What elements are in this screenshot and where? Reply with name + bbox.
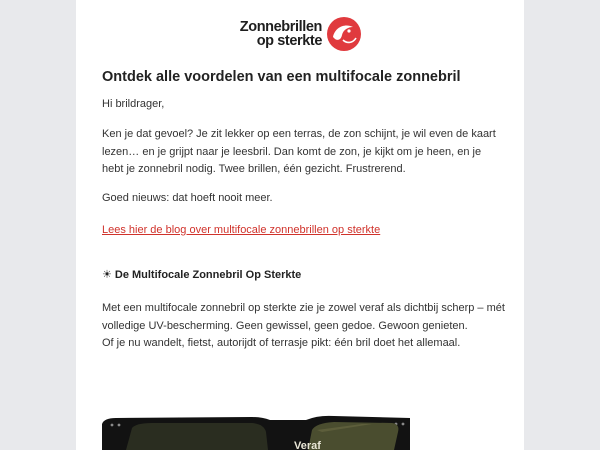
section-heading — [102, 267, 301, 284]
sun-icon: ☀ — [102, 269, 112, 281]
benefits-line-2: volledige UV-bescherming. Geen gewissel, geen gedoe. Gewoon genieten. — [102, 319, 468, 332]
email-card — [76, 0, 524, 450]
brand-line-2: op sterkte — [256, 33, 322, 49]
intro-paragraph: Ken je dat gevoel? Je zit lekker op een terras, de zon schijnt, je wil even de kaart lezen… en je grijpt naar je leesbril. Dan komt de zon, je kijkt om je heen, en je hebt je zonnebril nodig. Twee brillen, één gezicht. Frustrerend. — [102, 128, 496, 176]
benefits-line-3: Of je nu wandelt, fietst, autorijdt of terrasje pikt: één bril doet het allemaal. — [102, 337, 461, 350]
good-news-paragraph: Goed nieuws: dat hoeft nooit meer. — [102, 192, 273, 204]
email-title: Ontdek alle voordelen van een multifocale zonnebril — [102, 69, 461, 85]
benefits-paragraph — [102, 300, 507, 353]
brand-wordmark — [236, 20, 322, 48]
section-heading-text: De Multifocale Zonnebril Op Sterkte — [114, 269, 302, 281]
brand-logo[interactable] — [236, 16, 366, 52]
benefits-line-1: Met een multifocale zonnebril op sterkte zie je zowel veraf als dichtbij scherp – mét — [102, 302, 505, 314]
greeting: Hi brildrager, — [102, 98, 165, 110]
bird-logo-icon — [326, 16, 362, 52]
blog-link[interactable]: Lees hier de blog over multifocale zonnebrillen op sterkte — [102, 224, 381, 236]
sunglasses-image — [102, 410, 410, 450]
product-image-sunglasses[interactable] — [102, 410, 410, 450]
brand-line-1: Zonnebrillen — [239, 19, 322, 35]
lens-label-far: Veraf — [294, 440, 321, 450]
